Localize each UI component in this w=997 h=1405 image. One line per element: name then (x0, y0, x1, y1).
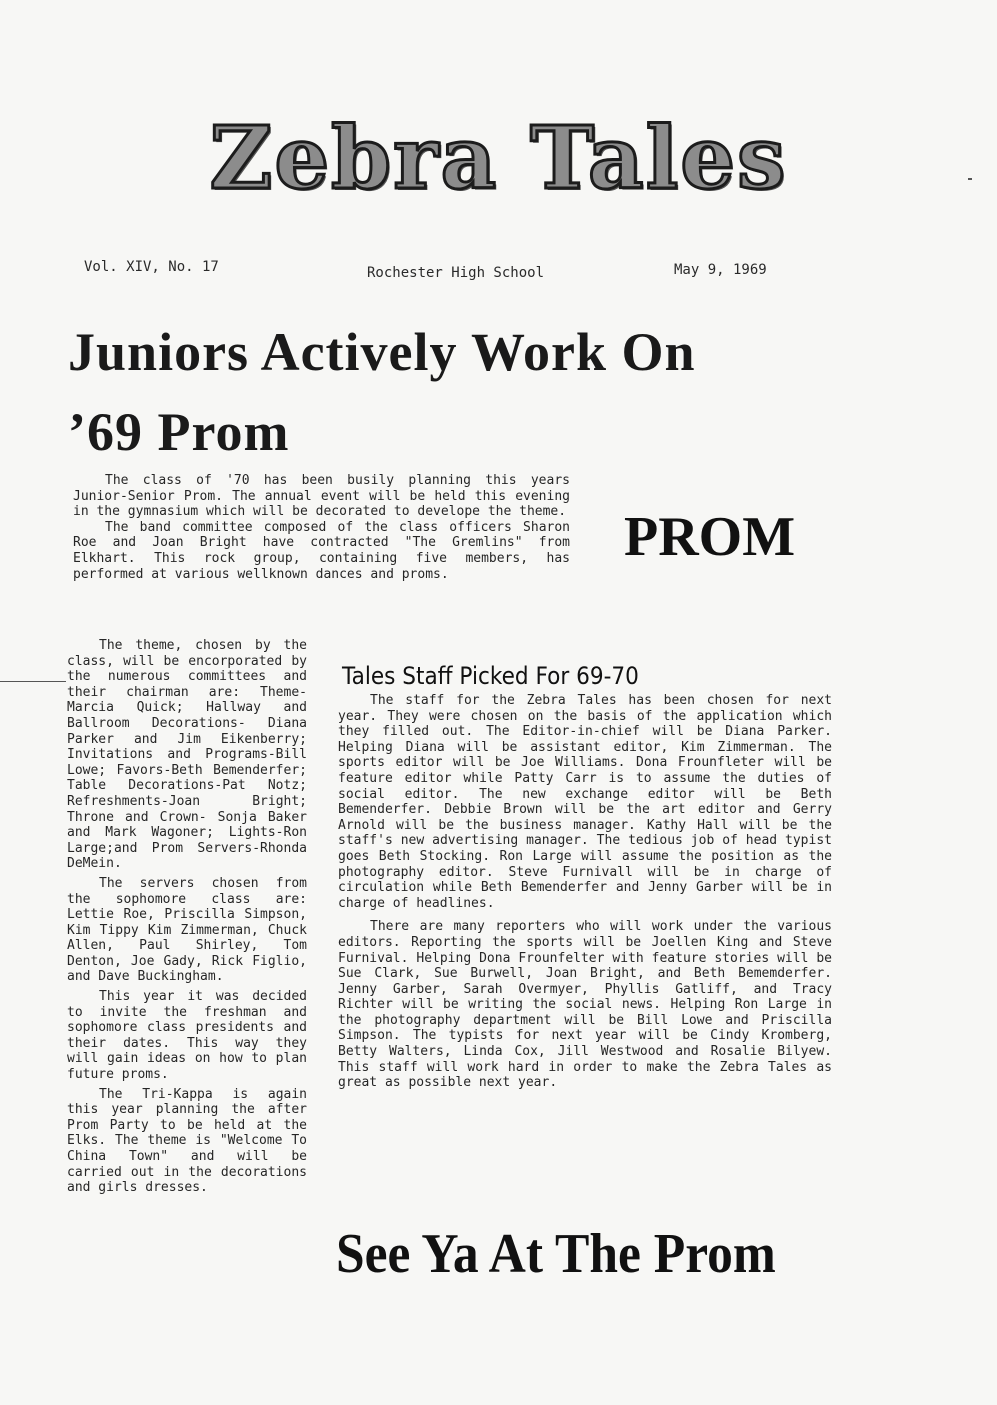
lead-article-column (67, 638, 307, 1196)
column-paragraph: This year it was decided to invite the freshman and sophomore class presidents and their dates. This way they will gain ideas on how to plan future proms. (67, 989, 307, 1083)
staff-paragraph: The staff for the Zebra Tales has been chosen for next year. They were chosen on the basis of the application which they filled out. The Editor-in-chief will be Diana Parker. Helping Diana will be assistant editor, Kim Zimmerman. The sports editor will be Joe Williams. Dona Frounfleter will be feature editor while Patty Carr is to assume the duties of social editor. The new exchange editor will be Beth Bemenderfer. Debbie Brown will be the art editor and Gerry Arnold will be the business manager. Kathy Hall will be the staff's new advertising manager. The tedious job of head typist goes Beth Stocking. Ron Large will assume the position as the photography editor. Steve Furnivall will be in charge of circulation while Beth Bemenderfer and Jenny Garber will be in charge of headlines. (338, 693, 832, 911)
edge-mark (968, 178, 972, 180)
lead-headline-line1: Juniors Actively Work On (68, 322, 696, 382)
lead-paragraph: The band committee composed of the class officers Sharon Roe and Joan Bright have contracted "The Gremlins" from Elkhart. This rock group, containing five members, has performed at various wellknown dances and proms. (73, 519, 570, 582)
masthead-title: Zebra Tales (209, 108, 788, 209)
school-name: Rochester High School (367, 265, 545, 281)
lead-paragraph: The class of '70 has been busily planning this years Junior-Senior Prom. The annual event will be held this evening in the gymnasium which will be decorated to develope the theme. (73, 473, 570, 520)
column-paragraph: The Tri-Kappa is again this year planning the after Prom Party to be held at the Elks. The theme is "Welcome To China Town" and will be carried out in the decorations and girls dresses. (67, 1086, 307, 1196)
staff-paragraph: There are many reporters who will work under the various editors. Reporting the sports will be Joellen King and Steve Furnival. Helping Dona Frounfelter with feature stories will be Sue Clark, Sue Burwell, Joan Bright, and Beth Bememderfer. Jenny Garber, Sarah Overmyer, Phyllis Gatliff, and Tracy Richter will be writing the social news. Helping Ron Large in the photography department will be Bill Lowe and Priscilla Simpson. The typists for next year will be Cindy Kromberg, Betty Walters, Linda Cox, Jill Westwood and Rosalie Bilyew. This staff will work hard in order to make the Zebra Tales as great as possible next year. (338, 919, 832, 1091)
issue-date: May 9, 1969 (674, 262, 767, 278)
fold-mark (0, 681, 66, 682)
footer-headline: See Ya At The Prom (336, 1223, 776, 1285)
prom-banner: PROM (624, 506, 796, 568)
column-paragraph: The theme, chosen by the class, will be encorporated by the numerous committees and their chairman are: Theme-Marcia Quick; Hallway and Ballroom Decorations- Diana Parker and Jim Eikenberry; Invitations and Programs-Bill Lowe; Favors-Beth Bemenderfer; Table Decorations-Pat Notz; Refreshments-Joan Bright; Throne and Crown- Sonja Baker and Mark Wagoner; Lights-Ron Large;and Prom Servers-Rhonda DeMein. (67, 638, 307, 872)
lead-headline (68, 312, 788, 472)
lead-article-intro (73, 473, 570, 582)
staff-article-body (338, 693, 832, 1091)
volume-number: Vol. XIV, No. 17 (84, 259, 219, 275)
staff-headline: Tales Staff Picked For 69-70 (342, 662, 639, 690)
lead-headline-line2: ’69 Prom (68, 402, 290, 462)
column-paragraph: The servers chosen from the sophomore class are: Lettie Roe, Priscilla Simpson, Kim Tippy Kim Zimmerman, Chuck Allen, Paul Shirley, Tom Denton, Joe Gady, Rick Figlio, and Dave Buckingham. (67, 875, 307, 985)
